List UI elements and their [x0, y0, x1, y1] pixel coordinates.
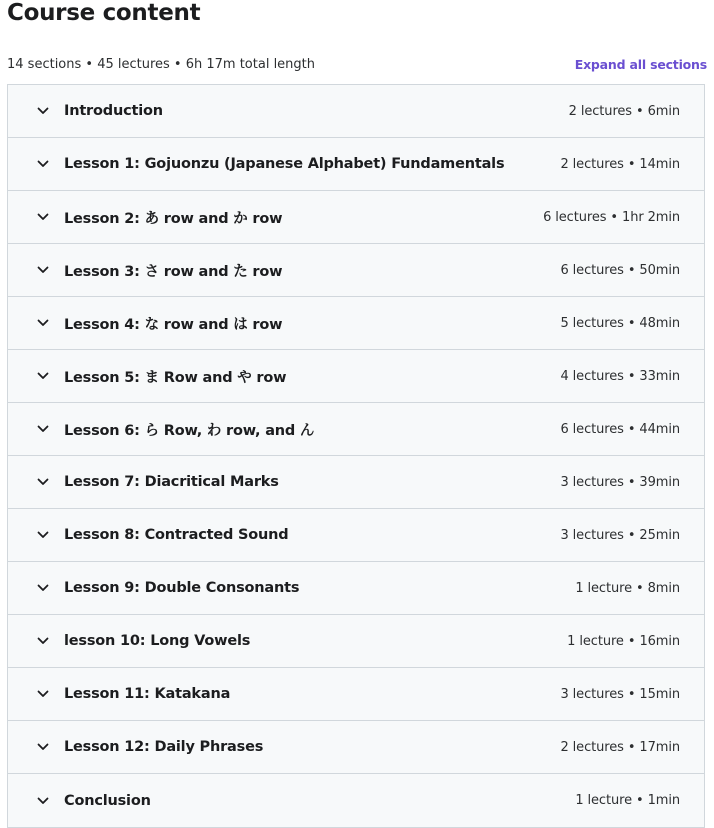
section-title: Lesson 6: ら Row, わ row, and ん [64, 422, 315, 439]
section-title: Lesson 11: Katakana [64, 686, 231, 702]
section-title: Lesson 3: さ row and た row [64, 263, 283, 280]
section-meta: 1 lecture • 1min [575, 793, 680, 808]
section-title: Lesson 8: Contracted Sound [64, 527, 289, 543]
sections-list [7, 84, 705, 828]
section-meta: 2 lectures • 14min [560, 156, 680, 172]
section-meta: 5 lectures • 48min [560, 315, 680, 331]
section-header-7[interactable] [8, 403, 704, 456]
chevron-down-icon [36, 528, 50, 542]
section-title: Lesson 5: ま Row and や row [64, 369, 287, 386]
chevron-down-icon [36, 581, 50, 595]
section-header-1[interactable] [8, 85, 704, 138]
section-meta: 2 lectures • 6min [568, 103, 680, 119]
chevron-down-icon [36, 475, 50, 489]
section-meta: 3 lectures • 15min [560, 686, 680, 702]
chevron-down-icon [36, 740, 50, 754]
section-meta: 3 lectures • 25min [560, 527, 680, 543]
chevron-down-icon [36, 687, 50, 701]
chevron-down-icon [36, 794, 50, 808]
section-header-12[interactable] [8, 668, 704, 721]
chevron-down-icon [36, 634, 50, 648]
section-header-3[interactable] [8, 191, 704, 244]
chevron-down-icon [36, 157, 50, 171]
section-meta: 3 lectures • 39min [560, 474, 680, 490]
chevron-down-icon [36, 422, 50, 436]
section-title: Lesson 12: Daily Phrases [64, 739, 264, 755]
section-meta: 1 lecture • 8min [575, 580, 680, 596]
section-title: lesson 10: Long Vowels [64, 633, 251, 649]
section-header-9[interactable] [8, 509, 704, 562]
expand-all-sections-button[interactable]: Expand all sections [574, 56, 707, 72]
section-meta: 6 lectures • 44min [560, 421, 680, 437]
section-header-10[interactable] [8, 562, 704, 615]
section-header-13[interactable] [8, 721, 704, 774]
section-header-4[interactable] [8, 244, 704, 297]
section-meta: 4 lectures • 33min [560, 368, 680, 384]
chevron-down-icon [36, 104, 50, 118]
chevron-down-icon [36, 263, 50, 277]
section-meta: 6 lectures • 1hr 2min [543, 209, 680, 225]
section-title: Conclusion [64, 792, 151, 809]
chevron-down-icon [36, 369, 50, 383]
section-title: Lesson 2: あ row and か row [64, 210, 283, 227]
section-meta: 1 lecture • 16min [567, 633, 680, 649]
page-title: Course content [7, 0, 201, 26]
section-header-11[interactable] [8, 615, 704, 668]
section-title: Introduction [64, 103, 163, 119]
chevron-down-icon [36, 210, 50, 224]
section-title: Lesson 4: な row and は row [64, 316, 283, 333]
section-meta: 2 lectures • 17min [560, 739, 680, 755]
section-title: Lesson 7: Diacritical Marks [64, 474, 279, 490]
section-title: Lesson 1: Gojuonzu (Japanese Alphabet) Fundamentals [64, 156, 505, 172]
section-title: Lesson 9: Double Consonants [64, 580, 300, 596]
course-summary: 14 sections • 45 lectures • 6h 17m total length [7, 56, 316, 72]
section-header-6[interactable] [8, 350, 704, 403]
section-meta: 6 lectures • 50min [560, 262, 680, 278]
course-summary-row [7, 53, 707, 75]
chevron-down-icon [36, 316, 50, 330]
section-header-14[interactable] [8, 774, 704, 828]
section-header-2[interactable] [8, 138, 704, 191]
section-header-8[interactable] [8, 456, 704, 509]
section-header-5[interactable] [8, 297, 704, 350]
